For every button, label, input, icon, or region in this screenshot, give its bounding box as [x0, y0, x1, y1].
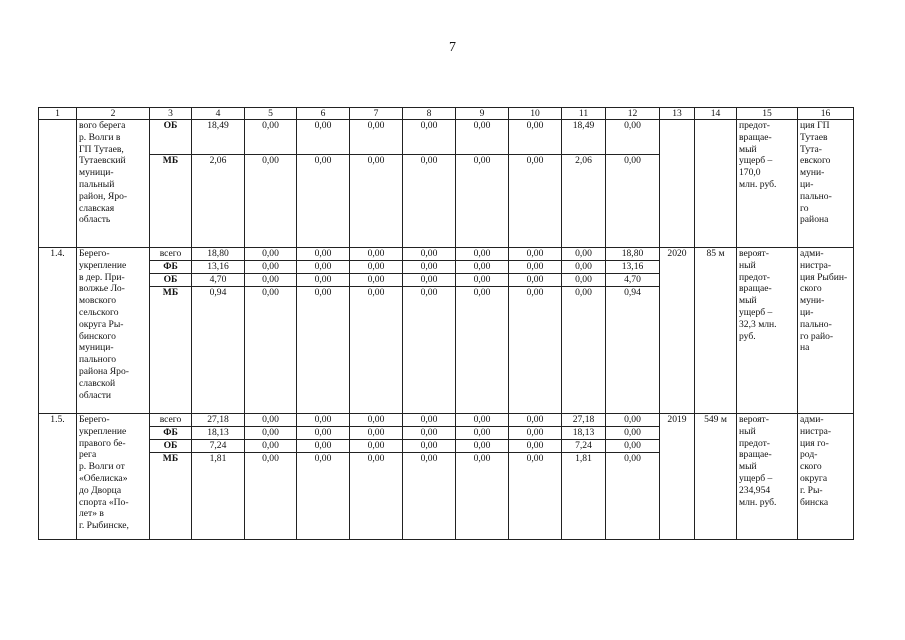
item-name-cell: Берего- укрепление в дер. При- волжье Ло- мовского сельского округа Ры- бинского муници- пального района Яро- славской области — [77, 248, 150, 414]
value-cell: 7,24 — [562, 440, 606, 453]
damage-cell: вероят- ный предот- вращае- мый ущерб – 32,3 млн. руб. — [737, 248, 798, 414]
value-cell: 0,00 — [350, 261, 403, 274]
value-cell: 0,00 — [562, 248, 606, 261]
value-cell: 0,00 — [456, 274, 509, 287]
value-cell: 0,00 — [350, 248, 403, 261]
value-cell: 1,81 — [192, 453, 245, 540]
value-cell: 0,00 — [403, 427, 456, 440]
value-cell: 0,00 — [403, 120, 456, 155]
header-cell: 2 — [77, 108, 150, 120]
header-row — [39, 108, 854, 120]
value-cell: 0,00 — [509, 120, 562, 155]
header-cell: 3 — [150, 108, 192, 120]
value-cell: 0,00 — [297, 248, 350, 261]
value-cell: 0,00 — [456, 155, 509, 248]
item-number-cell: 1.5. — [39, 414, 77, 540]
value-cell: 0,00 — [456, 120, 509, 155]
value-cell: 18,80 — [192, 248, 245, 261]
funding-source-cell: МБ — [150, 287, 192, 414]
value-cell: 0,00 — [297, 427, 350, 440]
value-cell: 0,00 — [606, 453, 660, 540]
value-cell: 0,00 — [297, 453, 350, 540]
header-cell: 10 — [509, 108, 562, 120]
value-cell: 0,00 — [297, 440, 350, 453]
funding-source-cell: ФБ — [150, 427, 192, 440]
value-cell: 0,00 — [562, 261, 606, 274]
value-cell: 0,00 — [606, 427, 660, 440]
value-cell: 0,00 — [245, 414, 297, 427]
value-cell: 18,49 — [562, 120, 606, 155]
value-cell: 18,80 — [606, 248, 660, 261]
table-row — [39, 414, 854, 427]
value-cell: 0,00 — [297, 274, 350, 287]
value-cell: 0,00 — [403, 248, 456, 261]
funding-source-cell: ФБ — [150, 261, 192, 274]
item-name-cell: Берего- укрепление правого бе- рега р. Волги от «Обелиска» до Дворца спорта «По- лет» в г. Рыбинске, — [77, 414, 150, 540]
value-cell: 13,16 — [192, 261, 245, 274]
value-cell: 0,00 — [509, 414, 562, 427]
value-cell: 0,00 — [403, 155, 456, 248]
funding-source-cell: ОБ — [150, 120, 192, 155]
value-cell: 0,00 — [245, 287, 297, 414]
executor-cell: адми- нистра- ция Рыбин- ского муни- ци- пально- го райо- на — [798, 248, 854, 414]
program-table — [38, 107, 854, 540]
header-cell: 8 — [403, 108, 456, 120]
header-cell: 11 — [562, 108, 606, 120]
value-cell: 0,00 — [297, 155, 350, 248]
value-cell: 0,00 — [562, 287, 606, 414]
table-row — [39, 120, 854, 155]
header-cell: 4 — [192, 108, 245, 120]
header-cell: 9 — [456, 108, 509, 120]
funding-source-cell: всего — [150, 414, 192, 427]
value-cell: 0,00 — [456, 427, 509, 440]
value-cell: 2,06 — [192, 155, 245, 248]
value-cell: 0,00 — [456, 440, 509, 453]
value-cell: 0,00 — [456, 414, 509, 427]
value-cell: 0,00 — [245, 440, 297, 453]
value-cell: 0,00 — [509, 274, 562, 287]
year-cell: 2019 — [660, 414, 695, 540]
item-number-cell — [39, 120, 77, 248]
header-cell: 16 — [798, 108, 854, 120]
value-cell: 0,00 — [350, 427, 403, 440]
value-cell: 0,00 — [245, 155, 297, 248]
length-cell: 85 м — [695, 248, 737, 414]
value-cell: 0,00 — [509, 427, 562, 440]
value-cell: 0,00 — [245, 120, 297, 155]
value-cell: 0,00 — [456, 453, 509, 540]
executor-cell: ция ГП Тутаев Тута- евского муни- ци- пально- го района — [798, 120, 854, 248]
value-cell: 0,00 — [350, 155, 403, 248]
value-cell: 18,13 — [192, 427, 245, 440]
header-cell: 5 — [245, 108, 297, 120]
header-cell: 7 — [350, 108, 403, 120]
value-cell: 0,00 — [297, 287, 350, 414]
value-cell: 0,94 — [192, 287, 245, 414]
value-cell: 0,00 — [403, 440, 456, 453]
value-cell: 0,00 — [456, 287, 509, 414]
value-cell: 0,00 — [245, 453, 297, 540]
header-cell: 6 — [297, 108, 350, 120]
value-cell: 18,49 — [192, 120, 245, 155]
value-cell: 18,13 — [562, 427, 606, 440]
value-cell: 7,24 — [192, 440, 245, 453]
value-cell: 0,00 — [245, 274, 297, 287]
value-cell: 0,00 — [509, 287, 562, 414]
header-cell: 12 — [606, 108, 660, 120]
value-cell: 0,00 — [606, 155, 660, 248]
funding-source-cell: МБ — [150, 453, 192, 540]
value-cell: 0,00 — [297, 414, 350, 427]
year-cell — [660, 120, 695, 248]
value-cell: 0,00 — [509, 440, 562, 453]
value-cell: 0,00 — [509, 261, 562, 274]
value-cell: 0,00 — [606, 414, 660, 427]
value-cell: 0,94 — [606, 287, 660, 414]
value-cell: 0,00 — [509, 453, 562, 540]
funding-source-cell: ОБ — [150, 274, 192, 287]
value-cell: 0,00 — [606, 120, 660, 155]
value-cell: 0,00 — [403, 274, 456, 287]
year-cell: 2020 — [660, 248, 695, 414]
length-cell — [695, 120, 737, 248]
value-cell: 0,00 — [350, 287, 403, 414]
header-cell: 14 — [695, 108, 737, 120]
value-cell: 0,00 — [456, 261, 509, 274]
value-cell: 0,00 — [245, 248, 297, 261]
page-number: 7 — [449, 40, 456, 55]
header-cell: 1 — [39, 108, 77, 120]
value-cell: 4,70 — [192, 274, 245, 287]
value-cell: 0,00 — [456, 248, 509, 261]
value-cell: 0,00 — [562, 274, 606, 287]
value-cell: 27,18 — [562, 414, 606, 427]
value-cell: 0,00 — [403, 414, 456, 427]
value-cell: 4,70 — [606, 274, 660, 287]
value-cell: 2,06 — [562, 155, 606, 248]
value-cell: 0,00 — [403, 287, 456, 414]
value-cell: 0,00 — [350, 414, 403, 427]
value-cell: 0,00 — [403, 261, 456, 274]
header-cell: 15 — [737, 108, 798, 120]
value-cell: 0,00 — [297, 261, 350, 274]
funding-source-cell: МБ — [150, 155, 192, 248]
value-cell: 0,00 — [350, 274, 403, 287]
item-name-cell: вого берега р. Волги в ГП Тутаев, Тутаевский муници- пальный район, Яро- славская область — [77, 120, 150, 248]
value-cell: 0,00 — [350, 440, 403, 453]
value-cell: 0,00 — [350, 120, 403, 155]
length-cell: 549 м — [695, 414, 737, 540]
value-cell: 1,81 — [562, 453, 606, 540]
value-cell: 0,00 — [403, 453, 456, 540]
item-number-cell: 1.4. — [39, 248, 77, 414]
damage-cell: вероят- ный предот- вращае- мый ущерб – 234,954 млн. руб. — [737, 414, 798, 540]
value-cell: 13,16 — [606, 261, 660, 274]
value-cell: 0,00 — [350, 453, 403, 540]
funding-source-cell: всего — [150, 248, 192, 261]
damage-cell: предот- вращае- мый ущерб – 170,0 млн. руб. — [737, 120, 798, 248]
value-cell: 0,00 — [509, 155, 562, 248]
value-cell: 0,00 — [245, 261, 297, 274]
value-cell: 0,00 — [245, 427, 297, 440]
value-cell: 0,00 — [606, 440, 660, 453]
funding-source-cell: ОБ — [150, 440, 192, 453]
value-cell: 0,00 — [509, 248, 562, 261]
table-row — [39, 248, 854, 261]
executor-cell: адми- нистра- ция го- род- ского округа г. Ры- бинска — [798, 414, 854, 540]
value-cell: 0,00 — [297, 120, 350, 155]
value-cell: 27,18 — [192, 414, 245, 427]
header-cell: 13 — [660, 108, 695, 120]
